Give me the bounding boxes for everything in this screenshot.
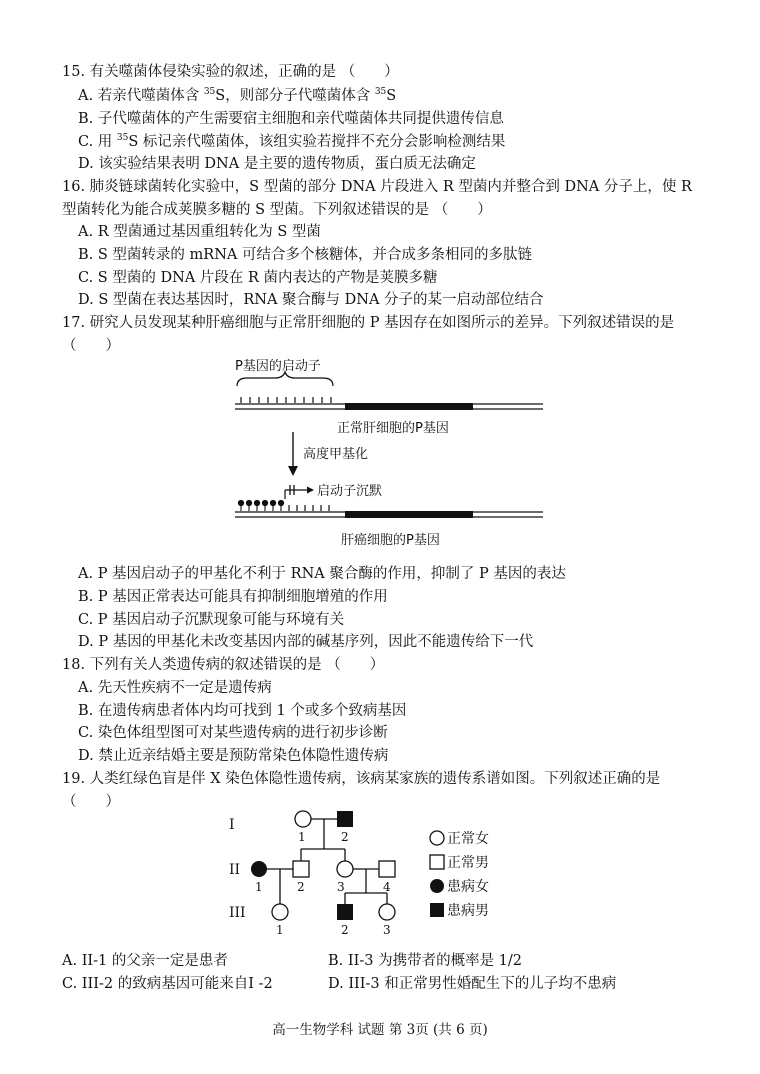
q18-option-a: A. 先天性疾病不一定是遗传病 [78,680,272,696]
pedigree-ii1-affected-female [251,861,267,877]
pedigree-iii1-normal-female [272,904,288,920]
generation-label-iii: III [229,905,246,921]
q19-option-b: B. II-3 为携带者的概率是 1/2 [328,953,523,969]
q15-stem: 15. 有关噬菌体侵染实验的叙述，正确的是 （ ） [62,64,399,80]
q15-option-b: B. 子代噬菌体的产生需要宿主细胞和亲代噬菌体共同提供遗传信息 [78,111,504,127]
svg-text:1: 1 [298,830,306,844]
legend-affected-female: 患病女 [447,879,489,895]
q17-option-b: B. P 基因正常表达可能具有抑制细胞增殖的作用 [78,589,388,605]
legend-normal-male: 正常男 [447,855,489,871]
svg-text:1: 1 [276,923,284,937]
svg-text:3: 3 [383,923,391,937]
q17-option-c: C. P 基因启动子沉默现象可能与环境有关 [78,612,345,628]
q15-option-d: D. 该实验结果表明 DNA 是主要的遗传物质，蛋白质无法确定 [78,156,476,172]
promoter-ticks [241,397,331,403]
q15-option-c: C. 用 $^{35}$S 标记亲代噬菌体，该组实验若搅拌不充分会影响检测结果 [78,133,506,150]
q16-stem-line2: 型菌转化为能合成荚膜多糖的 S 型菌。下列叙述错误的是 （ ） [62,202,492,218]
q17-stem-line2: （ ） [62,338,120,354]
generation-label-ii: II [229,862,241,878]
promoter-silence-label: 启动子沉默 [317,484,383,499]
pedigree-i1-normal-female [295,811,311,827]
cancer-promoter-ticks [289,505,329,511]
q16-option-a: A. R 型菌通过基因重组转化为 S 型菌 [78,224,321,240]
q19-option-d: D. III-3 和正常男性婚配生下的儿子均不患病 [328,976,617,992]
q15-option-a: A. 若亲代噬菌体含 $^{35}$S，则部分子代噬菌体含 $^{35}$S [78,87,397,104]
svg-text:4: 4 [383,880,391,894]
q18-stem: 18. 下列有关人类遗传病的叙述错误的是 （ ） [62,657,385,673]
methylation-arrow-label: 高度甲基化 [303,447,369,462]
q19-option-c: C. III-2 的致病基因可能来自I -2 [62,976,273,992]
pedigree-ii2-normal-male [293,861,309,877]
q18-option-d: D. 禁止近亲结婚主要是预防常染色体隐性遗传病 [78,748,389,764]
p-gene-methylation-figure [225,352,555,552]
legend-affected-male: 患病男 [447,903,489,919]
legend-normal-female-icon [430,831,444,845]
normal-gene-label: 正常肝细胞的P基因 [337,421,449,436]
svg-text:2: 2 [341,830,349,844]
pedigree-iii2-affected-male [337,904,353,920]
promoter-label: P基因的启动子 [235,359,321,374]
q17-stem-line1: 17. 研究人员发现某种肝癌细胞与正常肝细胞的 P 基因存在如图所示的差异。下列叙述错误的是 [62,315,675,331]
q16-option-d: D. S 型菌在表达基因时，RNA 聚合酶与 DNA 分子的某一启动部位结合 [78,292,544,308]
transcription-arrow-head [307,487,314,494]
legend-affected-male-icon [430,903,444,917]
pedigree-ii3-normal-female [337,861,353,877]
q16-stem-line1: 16. 肺炎链球菌转化实验中，S 型菌的部分 DNA 片段进入 R 型菌内并整合到 DNA 分子上，使 R [62,179,692,195]
q17-option-a: A. P 基因启动子的甲基化不利于 RNA 聚合酶的作用，抑制了 P 基因的表达 [78,566,566,582]
promoter-brace [237,372,333,386]
methyl-groups [238,500,283,511]
normal-coding-region [345,403,473,410]
svg-text:1: 1 [255,880,263,894]
cancer-coding-region [345,511,473,518]
pedigree-i2-affected-male [337,811,353,827]
q19-option-a: A. II-1 的父亲一定是患者 [62,953,228,969]
q18-option-c: C. 染色体组型图可对某些遗传病的进行初步诊断 [78,725,388,741]
svg-text:2: 2 [297,880,305,894]
svg-text:2: 2 [341,923,349,937]
legend-affected-female-icon [430,879,444,893]
q17-option-d: D. P 基因的甲基化未改变基因内部的碱基序列，因此不能遗传给下一代 [78,634,534,650]
pedigree-ii4-normal-male [379,861,395,877]
pedigree-iii3-normal-female [379,904,395,920]
generation-label-i: I [229,817,235,833]
q19-stem-line1: 19. 人类红绿色盲是伴 X 染色体隐性遗传病，该病某家族的遗传系谱如图。下列叙述正确的是 [62,771,661,787]
q19-stem-line2: （ ） [62,794,120,810]
q16-option-c: C. S 型菌的 DNA 片段在 R 菌内表达的产物是荚膜多糖 [78,270,438,286]
page-footer: 高一生物学科 试题 第 3页 (共 6 页) [272,1022,488,1038]
legend-normal-male-icon [430,855,444,869]
cancer-gene-label: 肝癌细胞的P基因 [341,533,440,548]
q18-option-b: B. 在遗传病患者体内均可找到 1 个或多个致病基因 [78,703,407,719]
color-blindness-pedigree [225,805,525,940]
q16-option-b: B. S 型菌转录的 mRNA 可结合多个核糖体，并合成多条相同的多肽链 [78,247,532,263]
legend-normal-female: 正常女 [447,831,489,847]
svg-text:3: 3 [337,880,345,894]
down-arrow-head [288,466,298,476]
